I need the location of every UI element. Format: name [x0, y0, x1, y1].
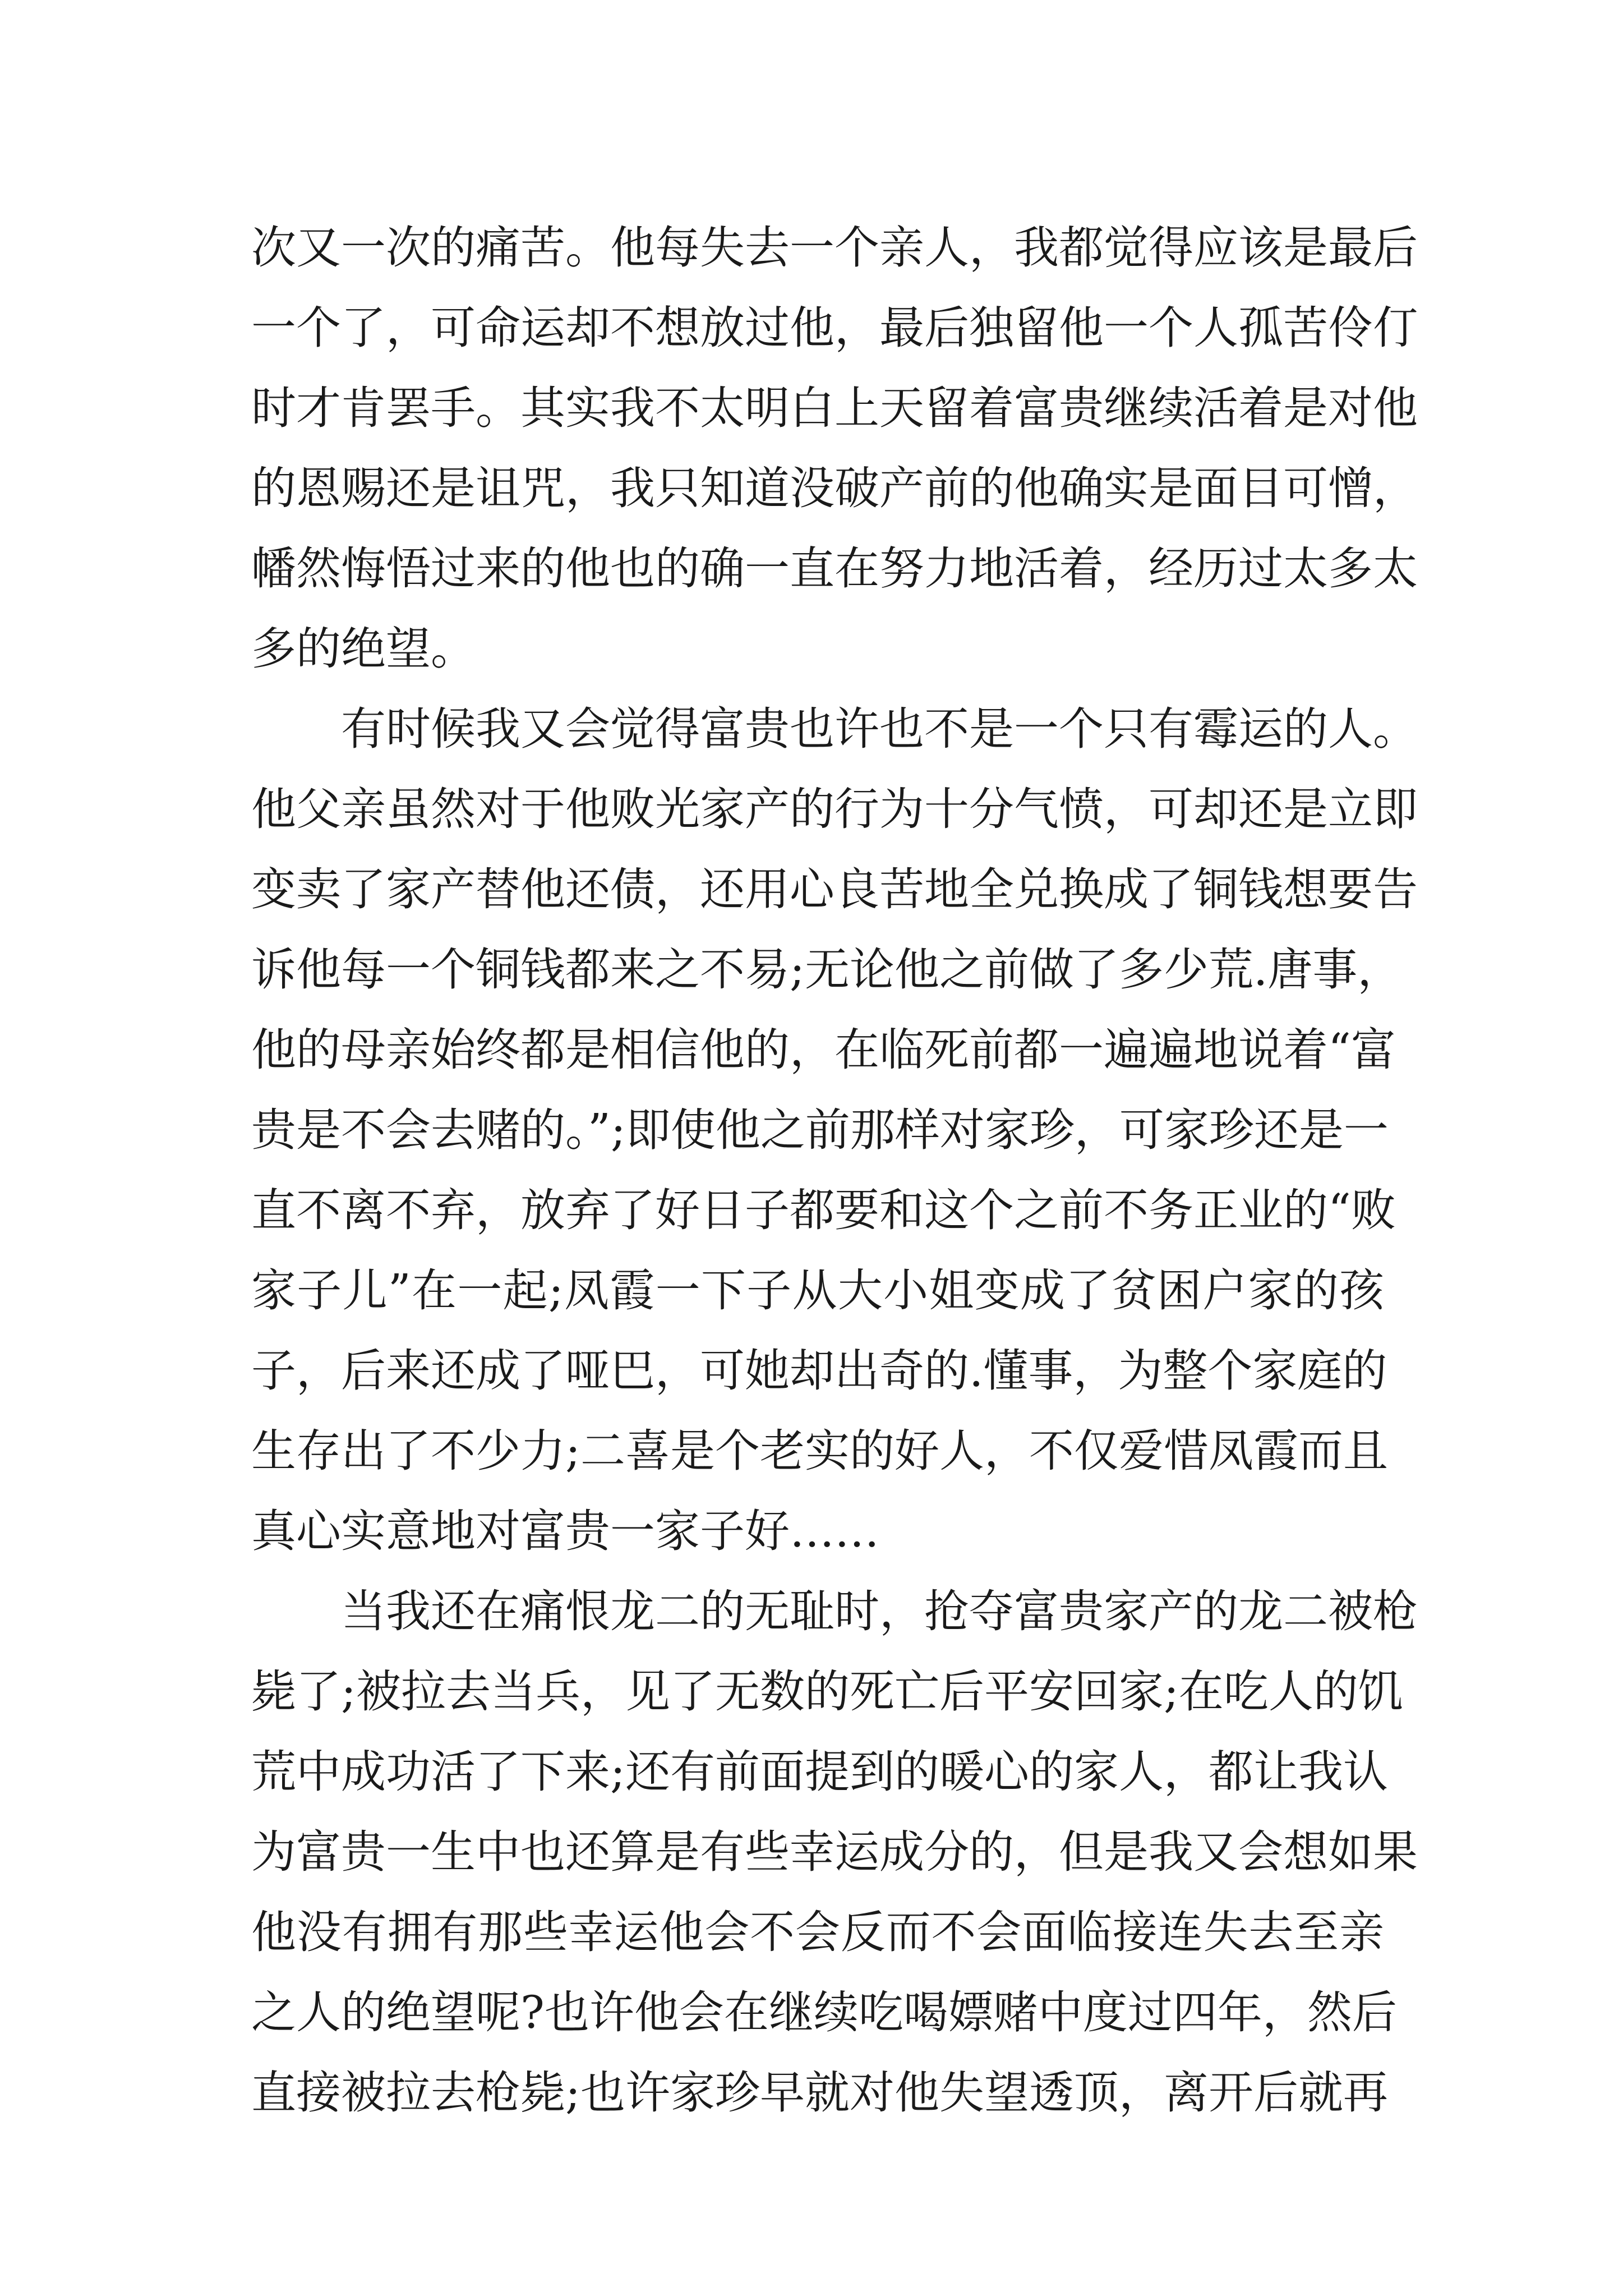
- paragraph-2-line-2: 他父亲虽然对于他败光家产的行为十分气愤，可却还是立即: [251, 783, 1418, 835]
- paragraph-1-line-6: 多的绝望。: [251, 623, 476, 675]
- paragraph-2-line-4: 诉他每一个铜钱都来之不易;无论他之前做了多少荒.唐事，: [251, 944, 1403, 996]
- paragraph-2-line-10: 生存出了不少力;二喜是个老实的好人，不仅爱惜凤霞而且: [251, 1425, 1388, 1477]
- paragraph-1-line-5: 幡然悔悟过来的他也的确一直在努力地活着，经历过太多太: [251, 542, 1418, 595]
- paragraph-2-line-5: 他的母亲始终都是相信他的，在临死前都一遍遍地说着“富: [251, 1024, 1396, 1076]
- paragraph-2-line-9: 子，后来还成了哑巴，可她却出奇的.懂事，为整个家庭的: [251, 1345, 1387, 1397]
- paragraph-3-line-4: 为富贵一生中也还算是有些幸运成分的，但是我又会想如果: [251, 1826, 1418, 1878]
- paragraph-3-line-3: 荒中成功活了下来;还有前面提到的暖心的家人，都让我认: [251, 1746, 1388, 1798]
- paragraph-3-line-2: 毙了;被拉去当兵，见了无数的死亡后平安回家;在吃人的饥: [251, 1665, 1403, 1718]
- paragraph-2-line-8: 家子儿”在一起;凤霞一下子从大小姐变成了贫困户家的孩: [251, 1264, 1384, 1317]
- paragraph-3-line-1: 当我还在痛恨龙二的无耻时，抢夺富贵家产的龙二被枪: [341, 1585, 1418, 1637]
- paragraph-1-line-3: 时才肯罢手。其实我不太明白上天留着富贵继续活着是对他: [251, 382, 1418, 434]
- document-body: [251, 208, 1418, 2133]
- paragraph-1-line-2: 一个了，可命运却不想放过他，最后独留他一个人孤苦伶仃: [251, 302, 1418, 354]
- paragraph-1-line-1: 次又一次的痛苦。他每失去一个亲人，我都觉得应该是最后: [251, 222, 1418, 274]
- paragraph-3-line-7: 直接被拉去枪毙;也许家珍早就对他失望透顶，离开后就再: [251, 2067, 1388, 2119]
- paragraph-2-line-1: 有时候我又会觉得富贵也许也不是一个只有霉运的人。: [341, 703, 1418, 755]
- paragraph-2-line-6: 贵是不会去赌的。”;即使他之前那样对家珍，可家珍还是一: [251, 1104, 1389, 1156]
- paragraph-2-line-11: 真心实意地对富贵一家子好……: [251, 1505, 879, 1557]
- paragraph-3-line-6: 之人的绝望呢?也许他会在继续吃喝嫖赌中度过四年，然后: [251, 1986, 1397, 2039]
- paragraph-2-line-7: 直不离不弃，放弃了好日子都要和这个之前不务正业的“败: [251, 1184, 1396, 1236]
- paragraph-2-line-3: 变卖了家产替他还债，还用心良苦地全兑换成了铜钱想要告: [251, 863, 1418, 915]
- paragraph-1-line-4: 的恩赐还是诅咒，我只知道没破产前的他确实是面目可憎，: [251, 462, 1418, 514]
- paragraph-3-line-5: 他没有拥有那些幸运他会不会反而不会面临接连失去至亲: [251, 1906, 1384, 1958]
